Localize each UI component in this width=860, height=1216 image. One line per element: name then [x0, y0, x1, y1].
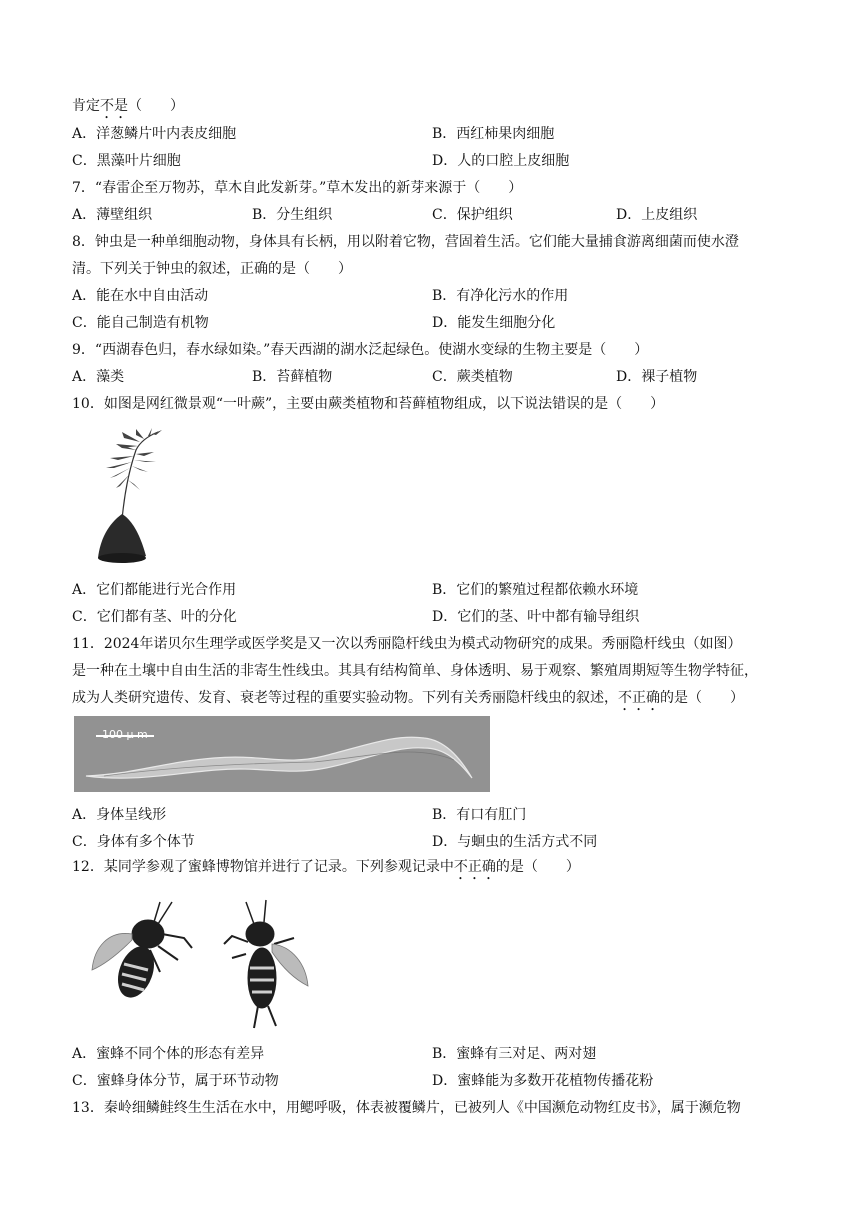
q11-stem-line3: 成为人类研究遗传、发育、衰老等过程的重要实验动物。下列有关秀丽隐杆线虫的叙述，不正确的是（ ）: [72, 690, 744, 706]
bee-2: [224, 900, 308, 1028]
q9-option-b: B．苔藓植物: [252, 369, 333, 385]
q10-option-b: B．它们的繁殖过程都依赖水环境: [432, 582, 639, 598]
q7-option-d: D．上皮组织: [616, 207, 698, 223]
q11-stem-line2: 是一种在土壤中自由生活的非寄生性线虫。其具有结构简单、身体透明、易于观察、繁殖周期短等生物学特征，: [72, 663, 758, 679]
q7-stem: 7．“春雷企至万物苏，草木自此发新芽。”草木发出的新芽来源于（ ）: [72, 180, 523, 196]
q6-option-c: C．黑藻叶片细胞: [72, 153, 181, 169]
q11-stem-line1: 11．2024年诺贝尔生理学或医学奖是又一次以秀丽隐杆线虫为模式动物研究的成果。秀丽隐杆线虫（如图）: [72, 636, 742, 652]
scale-bar-label: 100 μ m: [102, 728, 148, 741]
q9-option-a: A．藻类: [72, 369, 125, 385]
q11-option-d: D．与蛔虫的生活方式不同: [432, 834, 598, 850]
bee-1: [92, 902, 192, 1002]
q6-option-d: D．人的口腔上皮细胞: [432, 153, 570, 169]
bee-specimens-image: [88, 894, 318, 1034]
q8-option-d: D．能发生细胞分化: [432, 315, 556, 331]
q9-option-d: D．裸子植物: [616, 369, 698, 385]
q11-option-a: A．身体呈线形: [72, 807, 167, 823]
q11-option-b: B．有口有肛门: [432, 807, 527, 823]
q10-option-d: D．它们的茎、叶中都有输导组织: [432, 609, 640, 625]
q6-stem: 肯定不是（ ）: [72, 98, 184, 114]
q7-option-b: B．分生组织: [252, 207, 333, 223]
q12-option-a: A．蜜蜂不同个体的形态有差异: [72, 1046, 265, 1062]
q8-option-c: C．能自己制造有机物: [72, 315, 209, 331]
q8-option-a: A．能在水中自由活动: [72, 288, 209, 304]
q9-option-c: C．蕨类植物: [432, 369, 513, 385]
q6-option-a: A．洋葱鳞片叶内表皮细胞: [72, 126, 237, 142]
q12-option-b: B．蜜蜂有三对足、两对翅: [432, 1046, 597, 1062]
q6-option-b: B．西红柿果肉细胞: [432, 126, 555, 142]
nematode-micrograph: [74, 716, 490, 792]
q12-option-d: D．蜜蜂能为多数开花植物传播花粉: [432, 1073, 654, 1089]
q8-stem-line1: 8．钟虫是一种单细胞动物，身体具有长柄，用以附着它物，营固着生活。它们能大量捕食游离细菌而使水澄: [72, 234, 739, 250]
fern-microlandscape-image: [78, 428, 178, 568]
q10-option-a: A．它们都能进行光合作用: [72, 582, 237, 598]
q13-stem: 13．秦岭细鳞鲑终生生活在水中，用鳃呼吸，体表被覆鳞片，已被列人《中国濒危动物红皮书》，属于濒危物: [72, 1100, 741, 1116]
q12-stem: 12．某同学参观了蜜蜂博物馆并进行了记录。下列参观记录中不正确的是（ ）: [72, 859, 580, 875]
q7-option-c: C．保护组织: [432, 207, 513, 223]
q12-option-c: C．蜜蜂身体分节，属于环节动物: [72, 1073, 279, 1089]
q9-stem: 9．“西湖春色归，春水绿如染。”春天西湖的湖水泛起绿色。使湖水变绿的生物主要是（ ）: [72, 342, 649, 358]
q8-stem-line2: 清。下列关于钟虫的叙述，正确的是（ ）: [72, 261, 352, 277]
q7-option-a: A．薄壁组织: [72, 207, 153, 223]
q11-option-c: C．身体有多个体节: [72, 834, 195, 850]
q8-option-b: B．有净化污水的作用: [432, 288, 569, 304]
q10-option-c: C．它们都有茎、叶的分化: [72, 609, 237, 625]
q10-stem: 10．如图是网红微景观“一叶蕨”，主要由蕨类植物和苔藓植物组成，以下说法错误的是（ ）: [72, 396, 665, 412]
